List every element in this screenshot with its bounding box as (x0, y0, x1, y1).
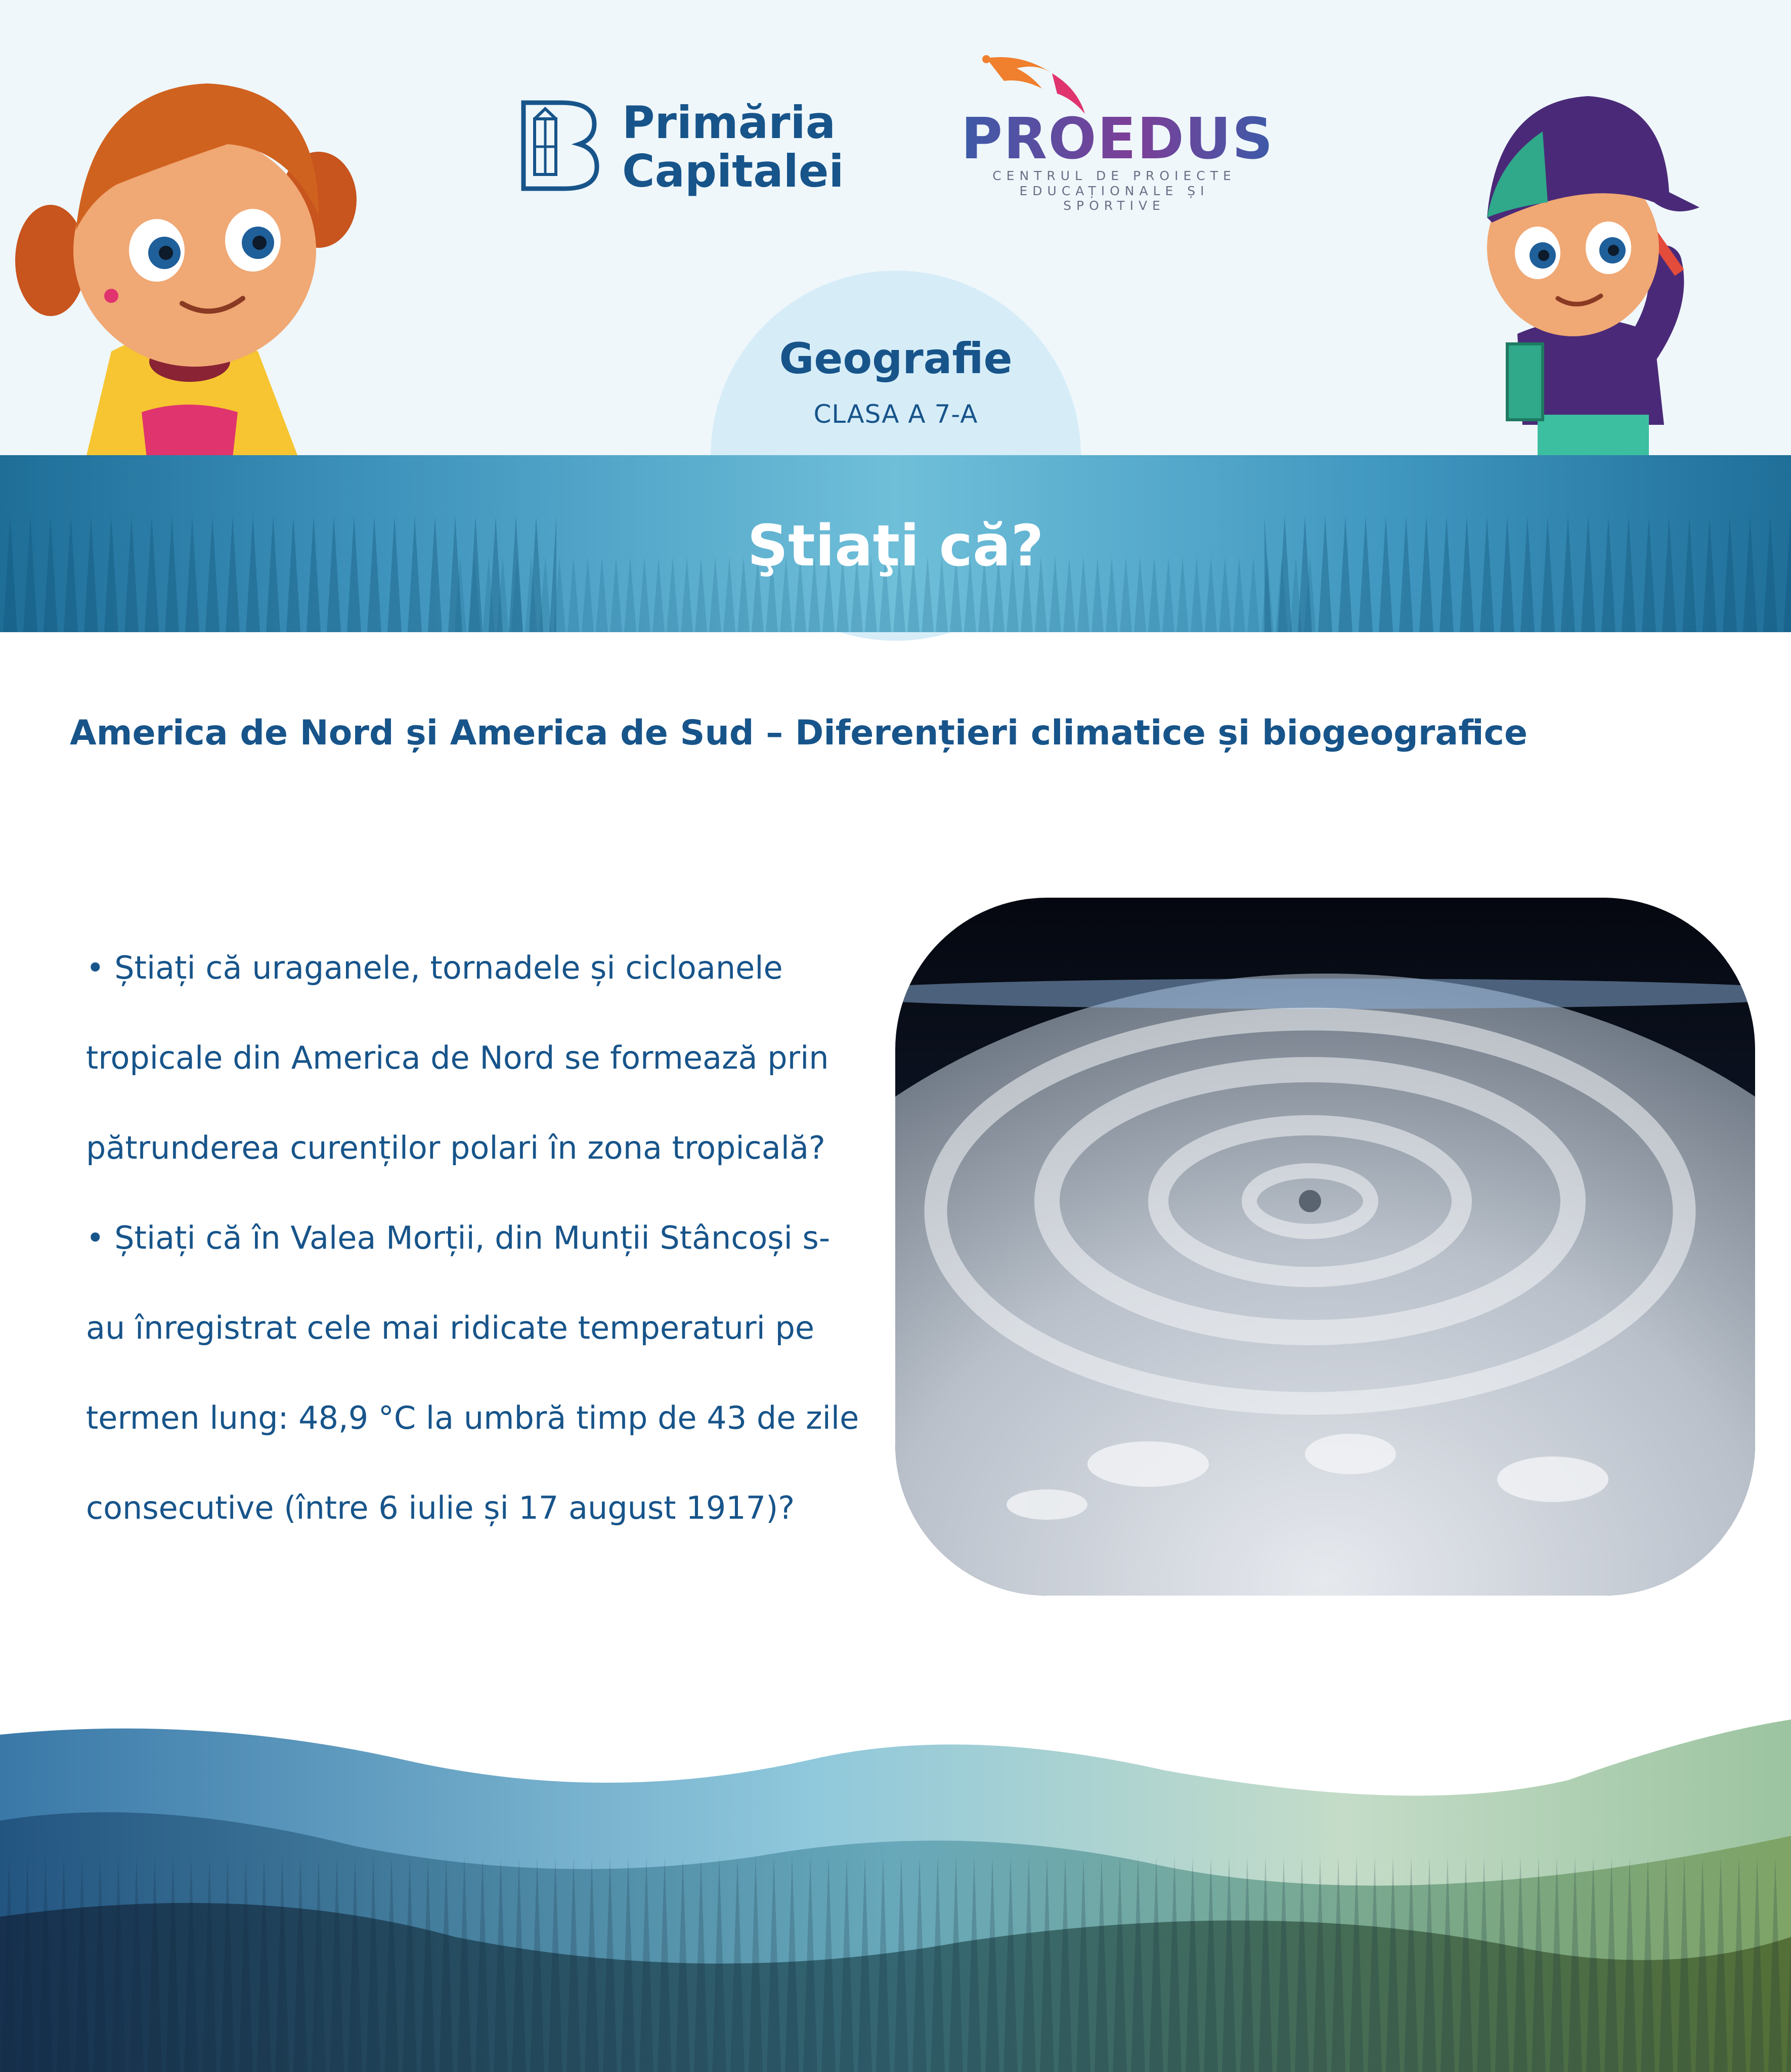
primaria-name-line2: Capitalei (622, 145, 844, 197)
hurricane-from-space-image (895, 898, 1755, 1596)
boy-character-illustration (1462, 51, 1720, 458)
fact-item: • Știați că în Valea Morții, din Munții Stâncoși s-au înregistrat cele mai ridicate temperaturi pe termen lung: 48,9 °C la umbră timp de 43 de zile consecutive (între 6 iulie și 17 august 1917)? (86, 1219, 859, 1526)
proedus-subtitle-line1: CENTRUL DE PROIECTE (992, 168, 1236, 183)
proedus-subtitle-line2: EDUCAȚIONALE ȘI SPORTIVE (1019, 184, 1209, 213)
primaria-b-logo-icon (518, 99, 599, 192)
primaria-name-line1: Primăria (622, 97, 836, 149)
primaria-capitalei-logo (518, 99, 847, 195)
lesson-title: America de Nord și America de Sud – Diferențieri climatice și biogeografice (70, 713, 1528, 753)
fact-item: • Știați că uraganele, tornadele și cicloanele tropicale din America de Nord se formează prin pătrunderea curenților polari în zona tropicală? (86, 949, 829, 1166)
primaria-name (622, 99, 844, 196)
facts-list (86, 923, 860, 1553)
girl-character-illustration (15, 48, 359, 458)
subject-title: Geografie (779, 334, 1013, 383)
proedus-name: PROEDUS (961, 106, 1274, 172)
proedus-logo (951, 53, 1274, 213)
class-label: CLASA A 7-A (813, 400, 978, 429)
forest-landscape-illustration (0, 1704, 1791, 2072)
banner-title: Ştiaţi că? (747, 513, 1044, 579)
